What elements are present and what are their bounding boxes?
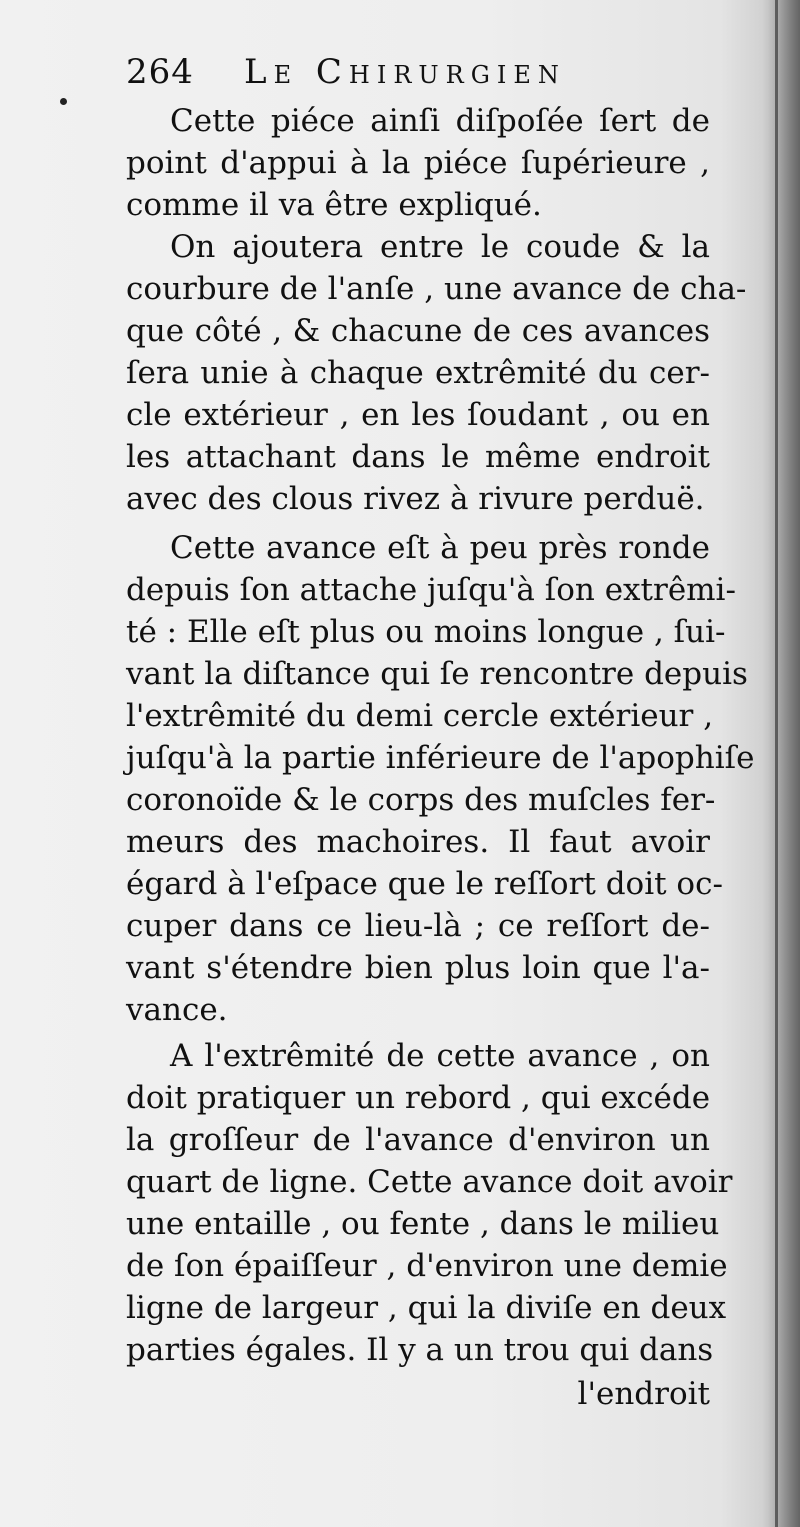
- text-line: point d'appui à la piéce ſupérieure ,: [126, 145, 710, 181]
- text-line: depuis ſon attache juſqu'à ſon extrêmi-: [126, 572, 736, 608]
- ink-spot: [60, 98, 67, 105]
- text-line: quart de ligne. Cette avance doit avoir: [126, 1164, 733, 1200]
- text-line: On ajoutera entre le coude & la: [170, 229, 710, 265]
- text-line: une entaille , ou fente , dans le milieu: [126, 1206, 720, 1242]
- text-line: té : Elle eſt plus ou moins longue , ſui-: [126, 614, 726, 650]
- binding-edge: [775, 0, 778, 1527]
- running-head: [126, 52, 711, 96]
- text-line: vant la diſtance qui ſe rencontre depuis: [126, 656, 748, 692]
- text-line: ligne de largeur , qui la diviſe en deux: [126, 1290, 727, 1326]
- text-line: vant s'étendre bien plus loin que l'a-: [126, 950, 710, 986]
- page-gutter-shadow: [762, 0, 800, 1527]
- text-line: que côté , & chacune de ces avances: [126, 313, 710, 349]
- text-line: cle extérieur , en les ſoudant , ou en: [126, 397, 710, 433]
- text-line: les attachant dans le même endroit: [126, 439, 710, 475]
- page-number: 264: [126, 52, 194, 92]
- text-line: doit pratiquer un rebord , qui excéde: [126, 1080, 711, 1116]
- text-line: la groſſeur de l'avance d'environ un: [126, 1122, 710, 1158]
- text-line: juſqu'à la partie inférieure de l'apophiſe: [126, 740, 755, 776]
- text-line: Cette avance eſt à peu près ronde: [170, 530, 710, 566]
- text-line: parties égales. Il y a un trou qui dans: [126, 1332, 714, 1368]
- text-line: courbure de l'anſe , une avance de cha-: [126, 271, 747, 307]
- text-line: vance.: [126, 992, 228, 1028]
- text-line: égard à l'eſpace que le reſſort doit oc-: [126, 866, 723, 902]
- text-line: avec des clous rivez à rivure perduë.: [126, 481, 705, 517]
- text-line: comme il va être expliqué.: [126, 187, 542, 223]
- text-line: coronoïde & le corps des muſcles fer-: [126, 782, 716, 818]
- text-line: l'extrêmité du demi cercle extérieur ,: [126, 698, 714, 734]
- text-line: A l'extrêmité de cette avance , on: [170, 1038, 710, 1074]
- text-line: Cette piéce ainſi diſpoſée ſert de: [170, 103, 710, 139]
- text-line: cuper dans ce lieu-là ; ce reſſort de-: [126, 908, 710, 944]
- text-line: de ſon épaiſſeur , d'environ une demie: [126, 1248, 728, 1284]
- text-line: ſera unie à chaque extrêmité du cer-: [126, 355, 710, 391]
- catchword: l'endroit: [577, 1376, 710, 1412]
- running-title: Le Chirurgien: [244, 52, 566, 92]
- text-line: meurs des machoires. Il faut avoir: [126, 824, 710, 860]
